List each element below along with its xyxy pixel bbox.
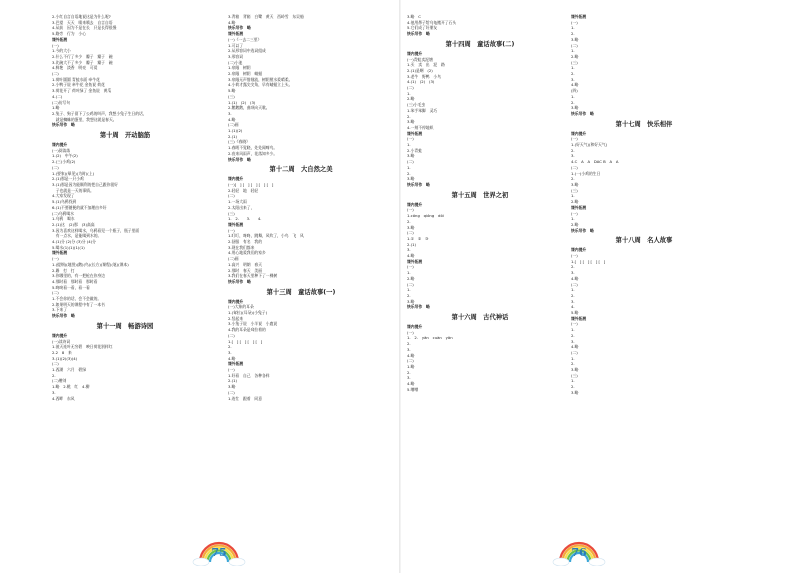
answer-line: 2.竖起来 — [228, 315, 244, 321]
answer-line: (二) — [52, 71, 59, 77]
answer-line: (二) — [571, 349, 578, 355]
answer-line: 2. — [228, 344, 232, 350]
answer-line: 1.略 — [407, 363, 415, 369]
section-label: 课内提升 — [407, 201, 423, 207]
answer-line: 1. — [407, 90, 411, 96]
answer-line: 2. — [571, 176, 575, 182]
answer-line: 1.(一)小鸡的生日 — [571, 170, 601, 176]
answer-line: 4.略 — [407, 352, 415, 358]
answer-line: 3. — [407, 247, 411, 253]
answer-line: 1. — [407, 270, 411, 276]
answer-line: 5.喝水(1)(1)(1)(1) — [52, 244, 85, 250]
answer-line: (一) — [407, 136, 414, 142]
answer-column-4 — [571, 14, 717, 534]
section-label: 课内提升 — [52, 332, 68, 338]
answer-line: 2. — [407, 218, 411, 224]
section-label: 课外拓展 — [228, 361, 244, 367]
answer-line: (二) — [571, 42, 578, 48]
answer-line: (一) — [52, 256, 59, 262]
answer-line: 4.C A A DAC B A A — [571, 159, 619, 165]
answer-line: 1.乌鸦 喝水 — [52, 216, 75, 222]
answer-line: (二)仿写句 — [52, 99, 71, 105]
answer-line: (一)读诗词 — [52, 338, 71, 344]
answer-line: (二)画 — [228, 122, 239, 128]
answer-line: 6.(1)不要随便的就不加理由多好 — [52, 204, 107, 210]
answer-line: 3.略 — [571, 389, 579, 395]
answer-line: 2.略 — [571, 221, 579, 227]
answer-line: 1.西湖 六月 碧绿 — [52, 367, 90, 373]
answer-line: 5.咚咚看一看，看一看 — [52, 284, 90, 290]
answer-line: (一) — [228, 227, 235, 233]
section-label: 快乐写作 略 — [407, 31, 430, 37]
section-label: 课外拓展 — [571, 315, 587, 321]
page-number-badge-left — [192, 538, 246, 566]
section-label: 课外拓展 — [407, 130, 423, 136]
answer-line: 1.连忙 跟着 同意 — [228, 395, 262, 401]
answer-line: 3.下来了 — [52, 307, 68, 313]
answer-line: 1.高兴 明朗 春天 — [228, 261, 262, 267]
answer-line: 有一点水，是能喝到水的。 — [52, 233, 102, 239]
answer-line: 2.(1)那是一只小鸡 — [52, 176, 84, 182]
answer-line: 2.小红自言自语地说这是为什么呢? — [52, 14, 111, 19]
answer-line: (二) — [407, 85, 414, 91]
answer-line: (一)[ ] [ ] [ ] [ ] [ ] — [228, 181, 274, 187]
answer-line: 3.略 — [571, 181, 579, 187]
answer-line: 1.春眠不觉晓，处处闻啼鸟。 — [228, 145, 278, 151]
answer-line: 1.[ ] [ ] [ ] [ ] — [571, 258, 606, 264]
answer-line: (二) — [407, 159, 414, 165]
answer-column-3 — [407, 14, 553, 534]
answer-line: 1.(要家)(晕见)(为时)(上) — [52, 170, 95, 176]
answer-line: 3. — [407, 346, 411, 352]
section-label: 课外拓展 — [52, 250, 68, 256]
answer-line: 4.那时看 那时看 那时看 — [52, 278, 98, 284]
answer-line: 3.(1)那是因为能顺利的把自己跟你很好 — [52, 181, 118, 187]
answer-column-1 — [52, 14, 198, 534]
answer-line: 3.形容词 — [228, 53, 244, 59]
answer-line: 3.老牛 野鸭 小鸟 — [407, 73, 445, 79]
answer-line: 1.笨手笨脚 灵巧 — [407, 107, 441, 113]
answer-line: (二) — [228, 193, 235, 199]
answer-line: 1.(提纲)(地图)(鹅)(鸟)(长方)(课程)(笔)(课本) — [52, 261, 129, 267]
answer-line: 5.路旁 行为 小心 — [52, 31, 86, 37]
answer-line: 2. — [571, 99, 575, 105]
answer-line: (二)画 — [228, 256, 239, 262]
answer-line: 3.略 — [571, 367, 579, 373]
section-label: 快乐写作 略 — [228, 278, 251, 284]
answer-line: 2.泉眼 树阴 蜻蜓 — [228, 71, 262, 77]
section-label: 课外拓展 — [52, 36, 68, 42]
section-label: 课内提升 — [228, 298, 244, 304]
answer-line: 2.什么不行了多少 瓣子 瓣子 碗 — [52, 53, 113, 59]
answer-line: 2.略 — [571, 199, 579, 205]
section-label: 快乐写作 略 — [571, 110, 594, 116]
answer-line: 1.买 卖 出 泥 路 — [407, 62, 449, 68]
answer-line: 1.略 2.桃 红 4.柳 — [52, 384, 94, 390]
answer-line: 1. — [571, 216, 575, 222]
answer-line: 3.我们在春天里种下了一棵树 — [228, 273, 278, 279]
answer-line: 1. — [571, 25, 575, 31]
answer-line: 3.背箱 背箱 白鹭 黄天 西岭雪 东吴船 — [228, 14, 304, 19]
section-label: 课内提升 — [52, 142, 68, 148]
page-number-left: 75 — [211, 546, 227, 559]
section-label: 课内提升 — [407, 324, 423, 330]
answer-line: 4.略 — [571, 82, 579, 88]
answer-line: 4.他用鼻子给乌龟搬开了石头 — [407, 19, 457, 25]
answer-line: (二) — [571, 164, 578, 170]
answer-line: 3.泉眼无声惜细流，树阴照水爱晴柔。 — [228, 76, 293, 82]
answer-line: 4.略 — [571, 275, 579, 281]
answer-line: 4.略 — [228, 355, 236, 361]
answer-line: 1. — [571, 193, 575, 199]
answer-line: 1.今的大小 — [52, 48, 71, 54]
answer-line: (二)赠刘 — [52, 378, 67, 384]
answer-line: 1.不会你的话，会不会做的。 — [52, 296, 102, 302]
answer-line: 1.(好天气)(和好天气) — [571, 142, 608, 148]
answer-line: 3. — [571, 338, 575, 344]
week-heading: 第十三周 童话故事(一) — [266, 288, 336, 296]
section-label: 课外拓展 — [571, 14, 587, 19]
section-label: 快乐写作 略 — [52, 122, 75, 128]
answer-line: 2. — [571, 332, 575, 338]
answer-line: (一)大象的耳朵 — [228, 304, 254, 310]
answer-line: 4.大家发现了 — [52, 193, 75, 199]
section-label: 课内提升 — [407, 50, 423, 56]
answer-line: 2.(三)小鸡(2) — [52, 159, 76, 165]
answer-line: (二) — [407, 281, 414, 287]
week-heading: 第十四周 童话故事(二) — [445, 40, 515, 48]
answer-line: 1.泉眼 树阴 — [228, 65, 251, 71]
answer-line: 1.cóng qióng dōi — [407, 213, 444, 219]
week-heading: 第十八周 名人故事 — [615, 237, 673, 245]
answer-line: 5.略 — [571, 310, 579, 316]
answer-line: 2. — [571, 264, 575, 270]
answer-line: 2.从形容词中选词组成 — [228, 48, 266, 54]
answer-line: (一) — [52, 42, 59, 48]
section-label: 课外拓展 — [228, 221, 244, 227]
answer-line: 3. — [571, 76, 575, 82]
answer-line: (一) — [407, 207, 414, 213]
answer-line: (二)乌鸦喝水 — [52, 210, 74, 216]
answer-line: 1. — [407, 164, 411, 170]
answer-line: (一) — [228, 367, 235, 373]
answer-line: 2. — [571, 31, 575, 37]
answer-line: 2.踢 打 打 — [52, 267, 75, 273]
answer-line: 1.叮叮，咚咚，跳舞，风吹了，小鸟 飞 风 — [228, 233, 304, 239]
answer-line: 4.用心地爱我们的家乡 — [228, 250, 266, 256]
answer-line: 3.荷花开了 荷叶绿了 金鱼说 黄瓜 — [52, 88, 112, 94]
answer-line: 3.略 — [407, 176, 415, 182]
answer-line: 2.(1) — [228, 378, 238, 384]
answer-line: (一) — [571, 321, 578, 327]
answer-line: 1.(1) (2) (3) — [228, 99, 256, 105]
answer-line: (一)《一去二三里》 — [228, 36, 262, 42]
answer-line: 3.略 — [407, 298, 415, 304]
answer-line: 2.夜来风雨声，花落知多少。 — [228, 150, 278, 156]
week-heading: 第十五周 世界之初 — [451, 191, 509, 199]
answer-line: 4.西畔 东风 — [52, 395, 79, 401]
answer-line: 2. — [407, 341, 411, 347]
answer-line: (二) — [52, 164, 59, 170]
answer-line: 1. 2. yǎn cuàn yān — [407, 335, 453, 341]
answer-line: 就是蜘蛛的蛋里，我想这就是春天。 — [52, 116, 117, 122]
answer-line: 1. — [571, 65, 575, 71]
answer-line: 1. — [571, 48, 575, 54]
answer-line: 2. — [407, 292, 411, 298]
answer-line: 1. — [571, 327, 575, 333]
section-label: 快乐写作 略 — [228, 156, 251, 162]
answer-line: 2.略 — [407, 96, 415, 102]
answer-line: 2. — [571, 292, 575, 298]
answer-line: 3. — [571, 298, 575, 304]
answer-line: 4.(1)分 (2)分 (3)分 (4)分 — [52, 239, 96, 245]
page-gutter — [399, 0, 401, 573]
answer-line: 2. — [571, 361, 575, 367]
answer-line: 2.略 — [407, 275, 415, 281]
answer-line: 3.略 — [571, 105, 579, 111]
answer-line: (二)小池 — [228, 59, 243, 65]
answer-line: 5.略 — [228, 88, 236, 94]
answer-line: (一) — [571, 253, 578, 259]
section-label: 快乐写作 略 — [571, 227, 594, 233]
week-heading: 第十七周 快乐相伴 — [615, 120, 673, 128]
section-label: 快乐写作 略 — [407, 304, 430, 310]
answer-line: (二) — [407, 358, 414, 364]
week-heading: 第十六周 古代神话 — [451, 314, 509, 322]
answer-line: 1.彼天连叶无穷碧 映日荷花别样红 — [52, 344, 113, 350]
answer-line: 1.(1)(2) — [228, 128, 243, 134]
answer-line: 2.(1)是啊 (2) — [407, 67, 437, 73]
answer-line: (二) — [228, 389, 235, 395]
answer-line: 1.略 — [52, 105, 60, 111]
answer-line: (一) — [571, 210, 578, 216]
week-heading: 第十一周 畅游诗园 — [96, 322, 154, 330]
answer-line: 4.一刻不停地织 — [407, 124, 434, 130]
section-label: 课外拓展 — [571, 204, 587, 210]
answer-line: 2.小鸭子说 牵牛花 金鱼说 荷花 — [52, 82, 105, 88]
section-label: 课内提升 — [571, 130, 587, 136]
answer-column-2 — [228, 14, 374, 534]
answer-line: 1. — [407, 142, 411, 148]
answer-line: 1.一场大雨 — [228, 199, 255, 205]
answer-line: 3.略 — [571, 36, 579, 42]
answer-line: (二) — [228, 332, 235, 338]
answer-line: 3.略 — [407, 153, 415, 159]
answer-line: 2.(1)这 (2)那 (3)高高 — [52, 221, 95, 227]
answer-line: 5.(1)乌鸦找到 — [52, 199, 77, 205]
answer-line: (一) — [407, 329, 414, 335]
answer-line: (四) — [571, 88, 578, 94]
answer-line: 3.(1)(2)(3)(4) — [52, 355, 78, 361]
answer-line: (三)《春晓》 — [228, 139, 250, 145]
answer-line: 1.可以了 — [228, 42, 244, 48]
answer-line: 2. — [571, 384, 575, 390]
answer-line: 4.(二) — [52, 93, 63, 99]
answer-line: 1. 2. 3. 4. — [228, 216, 266, 222]
answer-line: (三) — [228, 93, 235, 99]
answer-line: 3.巴望 天天 喷来喷去 自言自语 — [52, 19, 113, 25]
answer-line: 3. — [407, 375, 411, 381]
answer-line: 3.你哪里的，有一把枪在你身边 — [52, 273, 105, 279]
answer-line: 1.[ ] [ ] [ ] [ ] — [228, 338, 263, 344]
page-number-right: 76 — [571, 546, 587, 559]
answer-line: 2.那时 春天 美丽 — [228, 267, 262, 273]
answer-line: 3. — [228, 349, 232, 355]
answer-line: 2.小青蛙 — [407, 147, 426, 153]
answer-line: 2.略 — [571, 53, 579, 59]
answer-line: 2.鹅鹅鹅，曲项向天歌。 — [228, 105, 270, 111]
answer-line: 3. — [52, 389, 56, 395]
answer-line: 5.它们成了好朋友 — [407, 25, 438, 31]
page-number-badge-right — [552, 538, 606, 566]
answer-line: (三) — [228, 210, 235, 216]
answer-line: 4.略 — [407, 253, 415, 259]
answer-line: 1. — [571, 93, 575, 99]
answer-line: 1.荷叶圆圆 青蛙水面 牵牛花 — [52, 76, 100, 82]
answer-line: 4.略 — [407, 381, 415, 387]
answer-line: 3.略 — [407, 224, 415, 230]
section-label: 课内提升 — [228, 176, 244, 182]
answer-line: 4.鲜艳 淡香 明亮 可爱 — [52, 65, 98, 71]
answer-line: (二) — [52, 361, 59, 367]
answer-line: 4.(1) (2) (3) — [407, 79, 439, 85]
answer-line: 2. — [571, 71, 575, 77]
answer-line: (二) — [407, 230, 414, 236]
answer-line: (二) — [571, 281, 578, 287]
section-label: 课内提升 — [571, 247, 587, 253]
answer-line: 3.现在我们都来 — [228, 244, 255, 250]
answer-line: 5.嘈嘈 — [407, 386, 419, 392]
answer-line: (三) — [571, 187, 578, 193]
answer-line: 1.(耷拉)(耳朵)(小兔子) — [228, 310, 268, 316]
answer-line: 4.略 — [228, 116, 236, 122]
answer-line: (一) — [571, 19, 578, 25]
section-label: 课外拓展 — [228, 31, 244, 37]
answer-line: 3. — [571, 153, 575, 159]
answer-line: 4.略 — [228, 19, 236, 25]
answer-line: 2.(1) — [228, 133, 238, 139]
answer-line: 2.舒服 有名 我的 — [228, 239, 262, 245]
answer-line: (一)阅读练 — [52, 147, 71, 153]
answer-line: 3.略 — [407, 119, 415, 125]
answer-line: (一)青蛙卖泥塘 — [407, 56, 433, 62]
answer-line: 3.小兔子说 小羊说 小鹿说 — [228, 321, 278, 327]
answer-line: 1.好看 自己 各种各样 — [228, 372, 274, 378]
answer-line: 2. — [52, 372, 56, 378]
answer-line: (三) — [571, 59, 578, 65]
answer-line: 3. — [228, 110, 232, 116]
answer-line: 3.略 C — [407, 14, 421, 19]
answer-line: 2.兔子、狗子留下了公鸡的叫声，我想小兔子生日的话， — [52, 110, 147, 116]
answer-line: 1. — [571, 355, 575, 361]
answer-line: 2.如果明天的课程中有了一本书 — [52, 301, 105, 307]
answer-line: 2.太阳出来了， — [228, 204, 255, 210]
week-heading: 第十周 开动脑筋 — [99, 132, 151, 140]
answer-line: 3.因为喜欢这样喝水，乌鸦看见一个瓶子，瓶子里面 — [52, 227, 140, 233]
answer-line: (三)小毛虫 — [407, 102, 426, 108]
answer-line: 4. — [571, 304, 575, 310]
section-label: 课外拓展 — [407, 258, 423, 264]
answer-line: 4.从前 因为不是在长 只是长得很慢 — [52, 25, 117, 31]
section-label: 快乐写作 略 — [52, 313, 75, 319]
answer-line: 2.2 8 来 — [52, 349, 76, 355]
answer-line: 1. — [407, 287, 411, 293]
answer-line: 4.我的耳朵是耷拉着的 — [228, 327, 266, 333]
answer-line: 2. — [571, 147, 575, 153]
answer-line: 2.(1) — [407, 241, 417, 247]
answer-line: 3.比碗大不了多少 瓣子 瓣子 碗 — [52, 59, 113, 65]
answer-line: 3.略 — [228, 384, 236, 390]
answer-line: (二) — [52, 290, 59, 296]
answer-line: 2. — [407, 113, 411, 119]
answer-line: 4.略 — [571, 344, 579, 350]
answer-line: 1. — [571, 287, 575, 293]
answer-line: 2. — [407, 369, 411, 375]
answer-line: 3. — [571, 270, 575, 276]
answer-line: (一) — [407, 264, 414, 270]
week-heading: 第十二周 大自然之美 — [269, 166, 333, 174]
answer-line: (三) — [571, 372, 578, 378]
answer-line: 2.轻轻 地 轻轻 — [228, 187, 259, 193]
section-label: 快乐写作 略 — [228, 25, 251, 31]
answer-line: 子也就是一天的事情。 — [52, 187, 94, 193]
answer-line: 1.① ② ③ — [407, 235, 429, 241]
answer-line: 2. — [407, 170, 411, 176]
answer-line: 1.(2) 中午(2) — [52, 153, 78, 159]
answer-line: (一) — [571, 136, 578, 142]
section-label: 快乐写作 略 — [407, 181, 430, 187]
answer-line: 1. — [571, 378, 575, 384]
answer-line: 4.小荷才露尖尖角，早有蜻蜓立上头。 — [228, 82, 293, 88]
